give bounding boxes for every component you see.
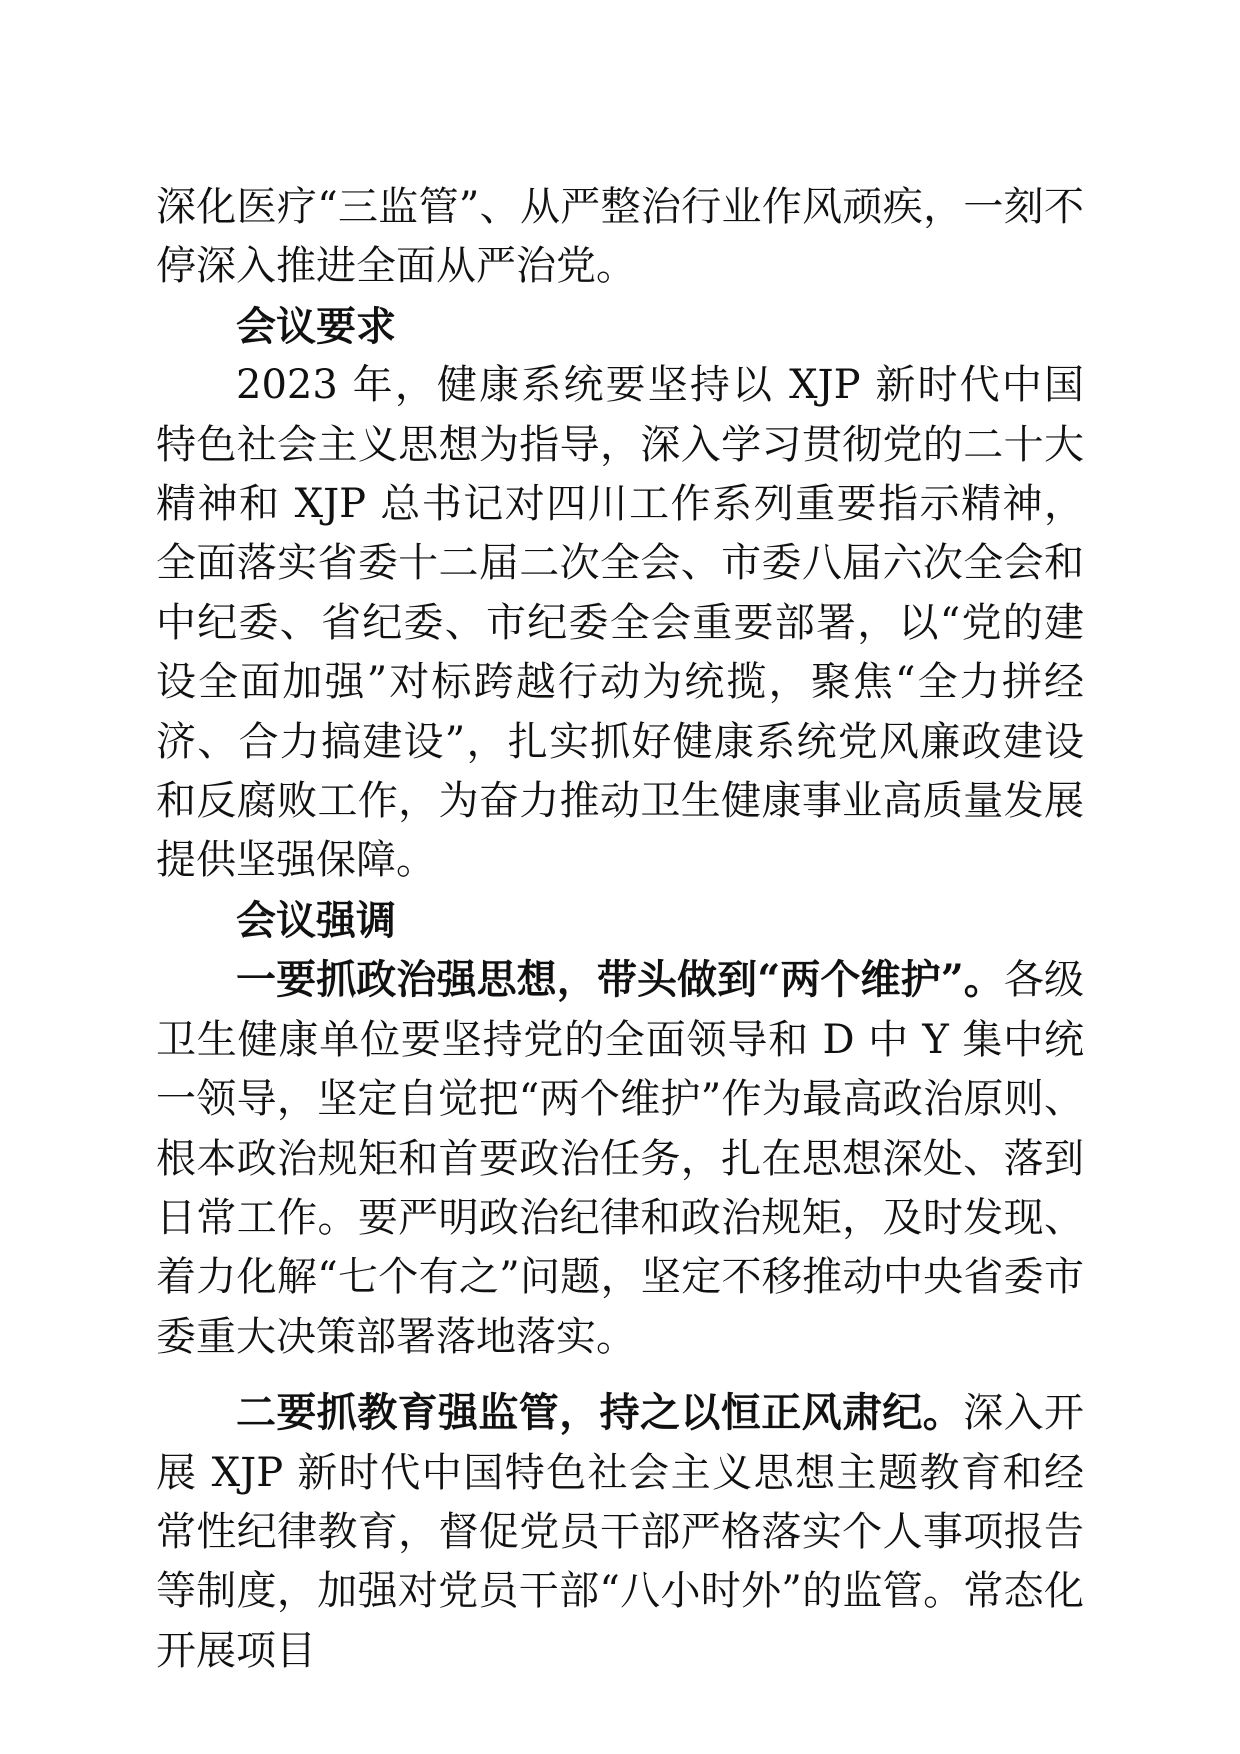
section-heading-emphasis: 会议强调 [236, 896, 396, 944]
paragraph-requirements: 2023 年，健康系统要坚持以 XJP 新时代中国特色社会主义思想为指导，深入学习贯彻党的二十大精神和 XJP 总书记对四川工作系列重要指示精神，全面落实省委十二届二次全会、市委八届六次全会和中纪委、省纪委、市纪委全会重要部署，以“党的建设全面加强”对标跨越行动为统揽，聚焦“全力拼经济、合力搞建设”，扎实抓好健康系统党风廉政建设和反腐败工作，为奋力推动卫生健康事业高质量发展提供坚强保障。 [156, 362, 1084, 884]
point-two-lead: 二要抓教育强监管，持之以恒正风肃纪。 [236, 1389, 964, 1437]
paragraph-point-two [156, 1383, 1084, 1681]
paragraph-intro-continuation: 深化医疗“三监管”、从严整治行业作风顽疾，一刻不停深入推进全面从严治党。 [156, 184, 1084, 290]
paragraph-point-one [156, 950, 1084, 1367]
point-two-body: 深入开展 XJP 新时代中国特色社会主义思想主题教育和经常性纪律教育，督促党员干部严格落实个人事项报告等制度，加强对党员干部“八小时外”的监管。常态化开展项目 [156, 1390, 1085, 1674]
point-one-body: 各级卫生健康单位要坚持党的全面领导和 D 中 Y 集中统一领导，坚定自觉把“两个维护”作为最高政治原则、根本政治规矩和首要政治任务，扎在思想深处、落到日常工作。要严明政治纪律和政治规矩，及时发现、着力化解“七个有之”问题，坚定不移推动中央省委市委重大决策部署落地落实。 [156, 957, 1085, 1360]
document-body [156, 178, 1084, 1681]
section-heading-requirements: 会议要求 [236, 302, 396, 350]
point-one-lead: 一要抓政治强思想，带头做到“两个维护”。 [236, 956, 1004, 1004]
